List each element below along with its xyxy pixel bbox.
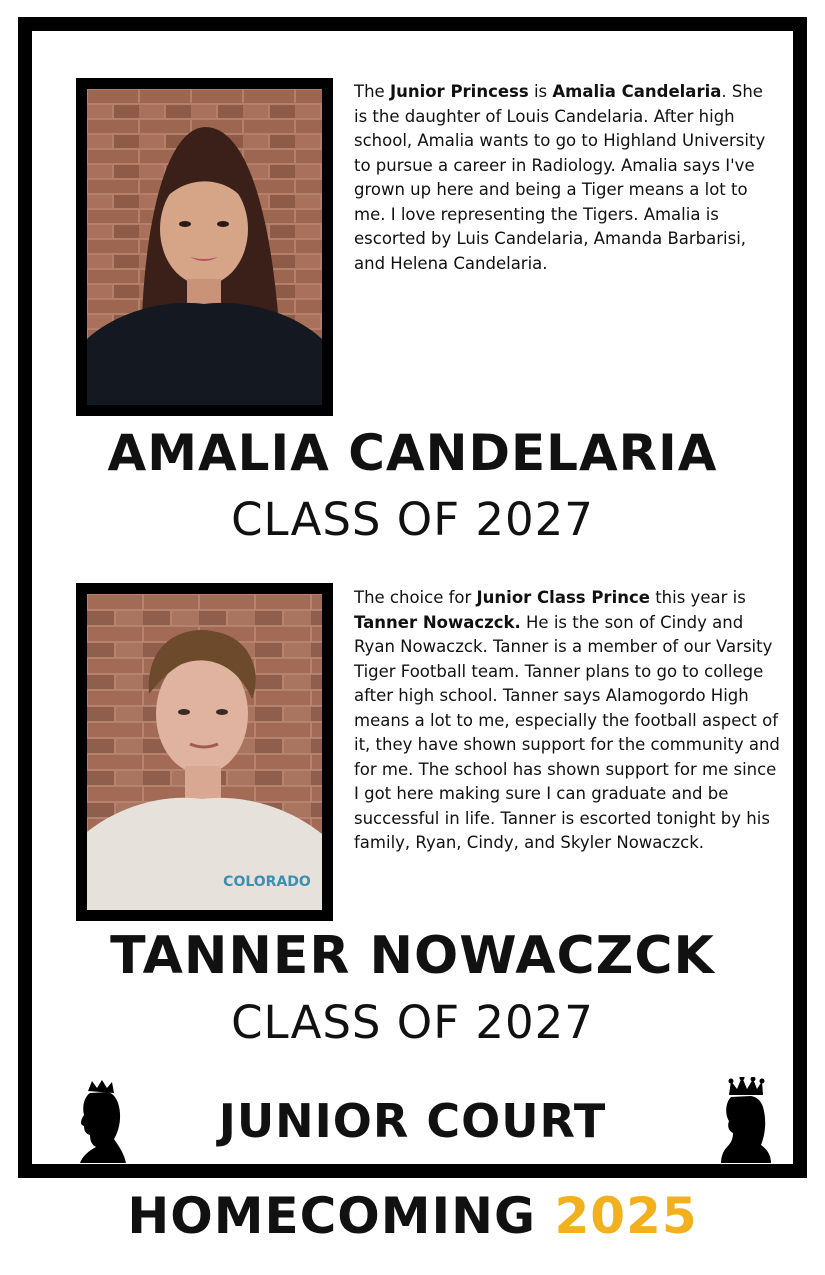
homecoming-footer — [0, 1187, 825, 1245]
junior-court-title: JUNIOR COURT — [218, 1094, 607, 1148]
prince-photo — [76, 583, 333, 921]
homecoming-word: HOMECOMING — [127, 1187, 537, 1245]
princess-class-of: CLASS OF 2027 — [231, 493, 594, 546]
bio-text: The choice for — [354, 588, 477, 607]
princess-name: AMALIA CANDELARIA — [107, 424, 718, 482]
prince-name: TANNER NOWACZCK — [110, 926, 715, 986]
bio-text: The — [354, 82, 390, 101]
bio-text-bold: Junior Princess — [389, 82, 529, 101]
bio-text: . She is the daughter of Louis Candelaria. After high school, Amalia wants to go to Highland University to pursue a career in Radiology. Amalia says I've grown up here and being a Tiger means a lot to me. I love representing the Tigers. Amalia is escorted by Luis Candelaria, Amanda Barbarisi, and Helena Candelaria. — [354, 82, 766, 273]
bio-text-bold: Tanner Nowaczck. — [354, 612, 521, 632]
homecoming-year: 2025 — [554, 1187, 698, 1245]
bio-text: He is the son of Cindy and Ryan Nowaczck. Tanner is a member of our Varsity Tiger Football team. Tanner plans to go to college after high school. Tanner says Alamogordo High means a lot to me, especially the football aspect of it, they have shown support for the community and for me. The school has shown support for me since I got here making sure I can graduate and be successful in life. Tanner is escorted tonight by his family, Ryan, Cindy, and Skyler Nowaczck. — [354, 612, 780, 852]
bio-text-bold: Amalia Candelaria — [552, 82, 722, 101]
bio-text: is — [528, 82, 553, 101]
prince-class-of: CLASS OF 2027 — [231, 996, 594, 1049]
page-frame — [18, 17, 807, 1178]
prince-bio — [354, 586, 784, 856]
princess-photo — [76, 78, 333, 416]
bio-text-bold: Junior Class Prince — [476, 588, 650, 607]
princess-bio — [354, 80, 774, 276]
shirt-logo-text: COLORADO — [223, 874, 311, 890]
bio-text: this year is — [649, 588, 746, 607]
